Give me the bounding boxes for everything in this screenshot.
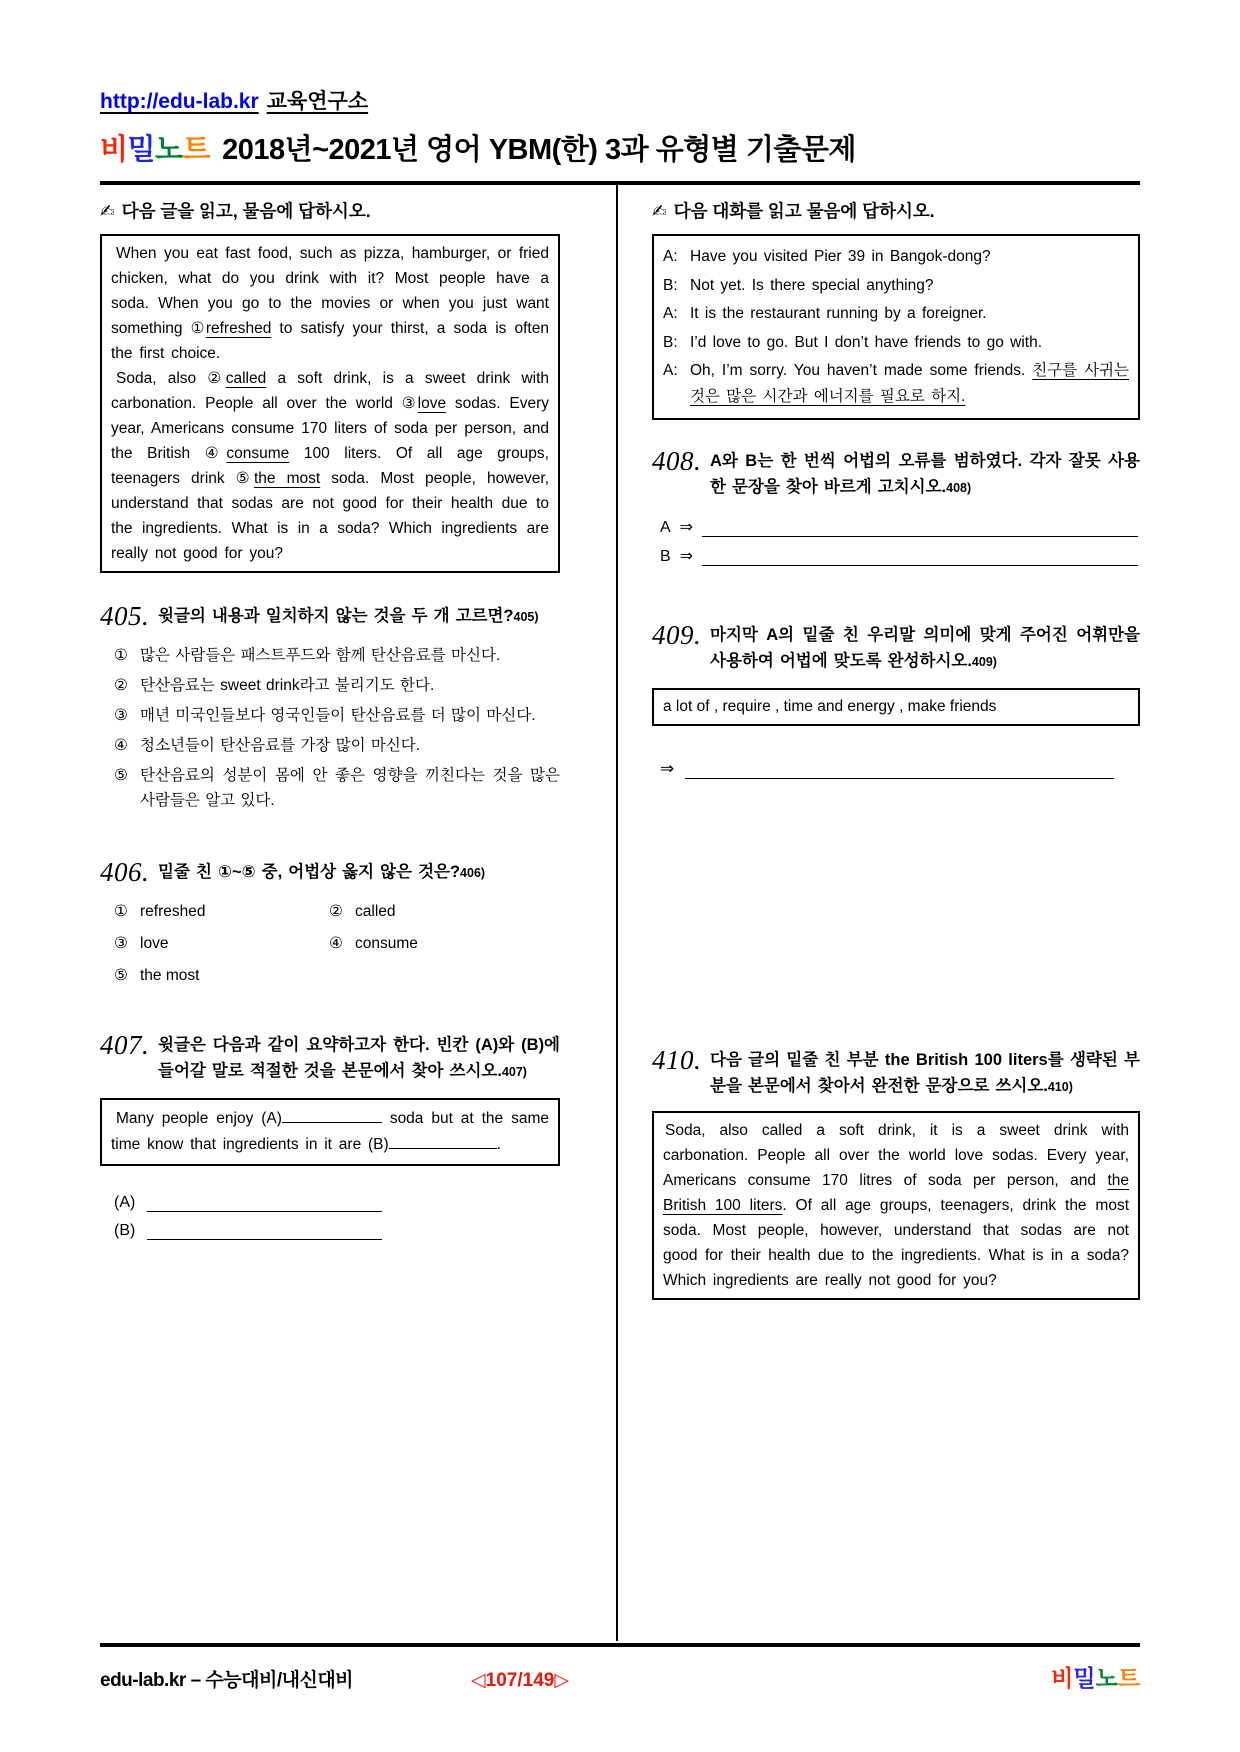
footnote-ref: 406) [460, 866, 486, 880]
answer-row-B [660, 546, 1140, 566]
passage-text: Soda, also [116, 370, 208, 387]
footer-brand-logo [1051, 1660, 1140, 1693]
dialogue-text: Have you visited Pier 39 in Bangok-dong? [690, 248, 991, 265]
answer-label: (B) [114, 1222, 136, 1239]
answer-label: B [660, 548, 671, 565]
circled-number-5: ⑤ [235, 470, 254, 487]
option-text: 탄산음료는 sweet drink라고 불리기도 한다. [140, 677, 435, 694]
answer-blank [702, 550, 1138, 566]
brand-char: 밀 [1073, 1665, 1096, 1691]
answer-row-A [114, 1194, 560, 1212]
speaker-label: A: [663, 362, 678, 379]
left-column [100, 185, 618, 1641]
dialogue-text: I’d love to go. But I don’t have friends to go with. [690, 333, 1043, 351]
option-4 [114, 733, 560, 758]
question-410-passage-box [652, 1111, 1140, 1300]
footnote-ref: 409) [971, 655, 997, 669]
option-text: refreshed [140, 903, 206, 920]
option-text: 탄산음료의 성분이 몸에 안 좋은 영향을 끼친다는 것을 많은 사람들은 알고 있다. [140, 767, 560, 809]
passage-text: to satisfy your thirst, a soda is often the first choice. [111, 320, 549, 362]
option-text: the most [140, 967, 200, 984]
option-text: love [140, 935, 169, 952]
underlined-word: love [417, 395, 447, 412]
option-3 [114, 703, 560, 728]
pencil-icon: ✍ [652, 201, 667, 221]
footnote-ref: 407) [501, 1065, 527, 1079]
title-line [100, 127, 1140, 168]
passage-text: 100 liters. Of all age groups, teenagers drink [111, 445, 549, 487]
dialogue-line [663, 330, 1129, 356]
passage-text: a soft drink, is a sweet drink with carbonation. People all over the world [111, 370, 550, 412]
footer-site-label: edu-lab.kr – 수능대비/내신대비 [100, 1670, 354, 1691]
section-instruction-right [652, 198, 1140, 223]
underlined-word: refreshed [205, 320, 272, 337]
speaker-label: B: [663, 276, 678, 294]
option-marker: ③ [114, 935, 128, 952]
stem-text: 윗글의 내용과 일치하지 않는 것을 두 개 고르면? [158, 607, 514, 625]
question-405-number: 405. [100, 601, 150, 631]
option-marker: ① [114, 903, 128, 920]
passage-paragraph [111, 241, 549, 366]
option-text: consume [355, 935, 418, 952]
question-410 [652, 1047, 1140, 1100]
question-409-number: 409. [652, 620, 702, 650]
dialogue-line [663, 244, 1129, 270]
underlined-korean: 친구를 사귀는 것은 많은 시간과 에너지를 필요로 하지. [690, 362, 1129, 405]
answer-row-B [114, 1222, 560, 1240]
passage-text: When you eat fast food, such as pizza, hamburger, or fried chicken, what do you drink with it? Most people have a soda. When you go to the movies or when you just want something [111, 245, 549, 337]
passage-text: Soda, also called a soft drink, it is a sweet drink with carbonation. People all over the world love sodas. Every year, Americans consume 170 litres of soda per person, and [663, 1122, 1129, 1189]
question-406 [100, 859, 560, 886]
arrow-icon: ⇒ [660, 759, 675, 778]
question-409-answer [652, 759, 1140, 779]
dialogue-line [663, 273, 1129, 299]
answer-label: (A) [114, 1194, 136, 1211]
question-410-stem [710, 1047, 1140, 1100]
brand-char: 노 [155, 134, 183, 166]
passage-text: soda. Most people, however, understand that sodas are not good for their health due to the ingredients. What is in a soda? Which ingredients are really not good for you? [111, 470, 550, 562]
dialogue-text [690, 358, 1129, 409]
instruction-text: 다음 글을 읽고, 물음에 답하시오. [121, 201, 371, 221]
question-408-number: 408. [652, 446, 702, 476]
stem-text: 밑줄 친 ①~⑤ 중, 어법상 옳지 않은 것은? [158, 863, 461, 881]
answer-blank [685, 763, 1114, 779]
passage-paragraph [663, 1118, 1129, 1293]
passage-text: sodas. Every year, Americans consume 170 liters of soda per person, and the British [111, 395, 549, 462]
question-405-stem [158, 603, 560, 630]
summary-text: . [496, 1136, 501, 1153]
option-2 [114, 673, 560, 698]
question-407-answers [100, 1194, 560, 1240]
option-text: 청소년들이 탄산음료를 가장 많이 마신다. [140, 737, 421, 754]
brand-logo [100, 134, 210, 166]
footnote-ref: 405) [513, 610, 539, 624]
summary-text: Many people enjoy (A) [116, 1110, 282, 1127]
option-marker: ③ [114, 707, 128, 724]
answer-label: A [660, 519, 671, 536]
question-406-stem [158, 859, 560, 886]
underlined-word: called [225, 370, 267, 387]
brand-char: 트 [182, 134, 211, 166]
content-columns [100, 185, 1140, 1641]
brand-char: 노 [1095, 1665, 1118, 1691]
right-column [618, 185, 1140, 1641]
option-marker: ① [114, 647, 128, 664]
brand-char: 밀 [127, 134, 156, 166]
underlined-word: the most [253, 470, 321, 487]
blank-line-B [389, 1135, 497, 1149]
site-line [100, 85, 368, 115]
underlined-word: consume [226, 445, 290, 462]
question-405 [100, 603, 560, 630]
option-text: 매년 미국인들보다 영국인들이 탄산음료를 더 많이 마신다. [140, 707, 536, 724]
answer-row-A [660, 517, 1140, 537]
section-instruction-left [100, 198, 560, 223]
option-3 [114, 931, 329, 956]
speaker-label: B: [663, 333, 678, 351]
page-header [100, 85, 1140, 168]
page-title: 2018년~2021년 영어 YBM(한) 3과 유형별 기출문제 [222, 134, 856, 166]
dialogue-box [652, 234, 1140, 420]
word-bank-box: a lot of , require , time and energy , make friends [652, 688, 1140, 726]
question-405-options [100, 643, 560, 813]
circled-number-1: ① [190, 320, 206, 337]
stem-text: 를 생략된 부분을 본문에서 찾아서 완전한 문장으로 쓰시오. [710, 1051, 1141, 1095]
circled-number-3: ③ [401, 395, 418, 412]
question-409-stem [710, 622, 1140, 675]
stem-text: 윗글은 다음과 같이 요약하고자 한다. 빈칸 (A)와 (B)에 들어갈 말로 적절한 것을 본문에서 찾아 쓰시오. [158, 1036, 560, 1080]
option-5 [114, 963, 329, 988]
question-410-number: 410. [652, 1045, 702, 1075]
arrow-icon: ⇒ [679, 519, 694, 536]
dialogue-text: It is the restaurant running by a foreigner. [690, 305, 987, 322]
answer-blank [147, 1196, 382, 1212]
summary-text: soda but at the same time know that ingredients in it are (B) [111, 1110, 549, 1153]
question-408-stem [710, 448, 1140, 501]
underlined-phrase: the British 100 liters [663, 1172, 1129, 1214]
option-marker: ⑤ [114, 767, 128, 784]
question-407-stem [158, 1032, 560, 1085]
footnote-ref: 408) [946, 481, 972, 495]
dialogue-line [663, 358, 1129, 409]
option-marker: ② [114, 677, 128, 694]
option-text: called [355, 903, 396, 920]
speaker-label: A: [663, 248, 678, 265]
option-marker: ⑤ [114, 967, 128, 984]
option-marker: ④ [329, 935, 343, 952]
question-406-options [100, 899, 560, 988]
option-4 [329, 931, 560, 956]
blank-line-A [282, 1109, 382, 1123]
speaker-label: A: [663, 305, 678, 322]
option-marker: ② [329, 903, 343, 920]
answer-blank [147, 1224, 382, 1240]
dialogue-text-en: Oh, I’m sorry. You haven’t made some friends. [690, 362, 1033, 379]
answer-blank [702, 521, 1138, 537]
stem-english-phrase: the British 100 liters [884, 1051, 1048, 1069]
dialogue-text: Not yet. Is there special anything? [690, 276, 934, 294]
passage-text: . Of all age groups, teenagers, drink the most soda. Most people, however, understand that sodas are not good for their health due to the ingredients. What is in a soda? Which ingredients are really not good for you? [663, 1197, 1130, 1289]
stem-text: A와 B는 한 번씩 어법의 오류를 범하였다. 각자 잘못 사용한 문장을 찾아 바르게 고치시오. [710, 452, 1140, 496]
brand-char: 트 [1117, 1665, 1140, 1691]
arrow-icon: ⇒ [679, 548, 694, 565]
option-1 [114, 899, 329, 924]
question-408-answers [652, 517, 1140, 566]
pencil-icon: ✍ [100, 201, 115, 221]
brand-char: 비 [100, 134, 128, 166]
option-marker: ④ [114, 737, 128, 754]
stem-text: 다음 글의 밑줄 친 부분 [710, 1051, 885, 1069]
instruction-text: 다음 대화를 읽고 물음에 답하시오. [673, 201, 935, 221]
page-number: ◁107/149▷ [471, 1670, 569, 1691]
page-footer [100, 1643, 1140, 1693]
option-text: 많은 사람들은 패스트푸드와 함께 탄산음료를 마신다. [140, 647, 501, 664]
reading-passage-box [100, 234, 560, 573]
question-408 [652, 448, 1140, 501]
circled-number-4: ④ [204, 445, 227, 462]
question-406-number: 406. [100, 857, 150, 887]
dialogue-line [663, 301, 1129, 327]
brand-char: 비 [1051, 1665, 1074, 1691]
option-1 [114, 643, 560, 668]
site-org-label: 교육연구소 [266, 90, 369, 113]
passage-paragraph [111, 366, 549, 566]
circled-number-2: ② [207, 370, 226, 387]
option-2 [329, 899, 560, 924]
question-407 [100, 1032, 560, 1085]
site-url-link[interactable]: http://edu-lab.kr [100, 90, 259, 113]
option-5 [114, 763, 560, 813]
stem-text: 마지막 A의 밑줄 친 우리말 의미에 맞게 주어진 어휘만을 사용하여 어법에 맞도록 완성하시오. [710, 626, 1140, 670]
footnote-ref: 410) [1047, 1080, 1073, 1094]
question-409 [652, 622, 1140, 675]
question-407-number: 407. [100, 1030, 150, 1060]
summary-box [100, 1098, 560, 1166]
